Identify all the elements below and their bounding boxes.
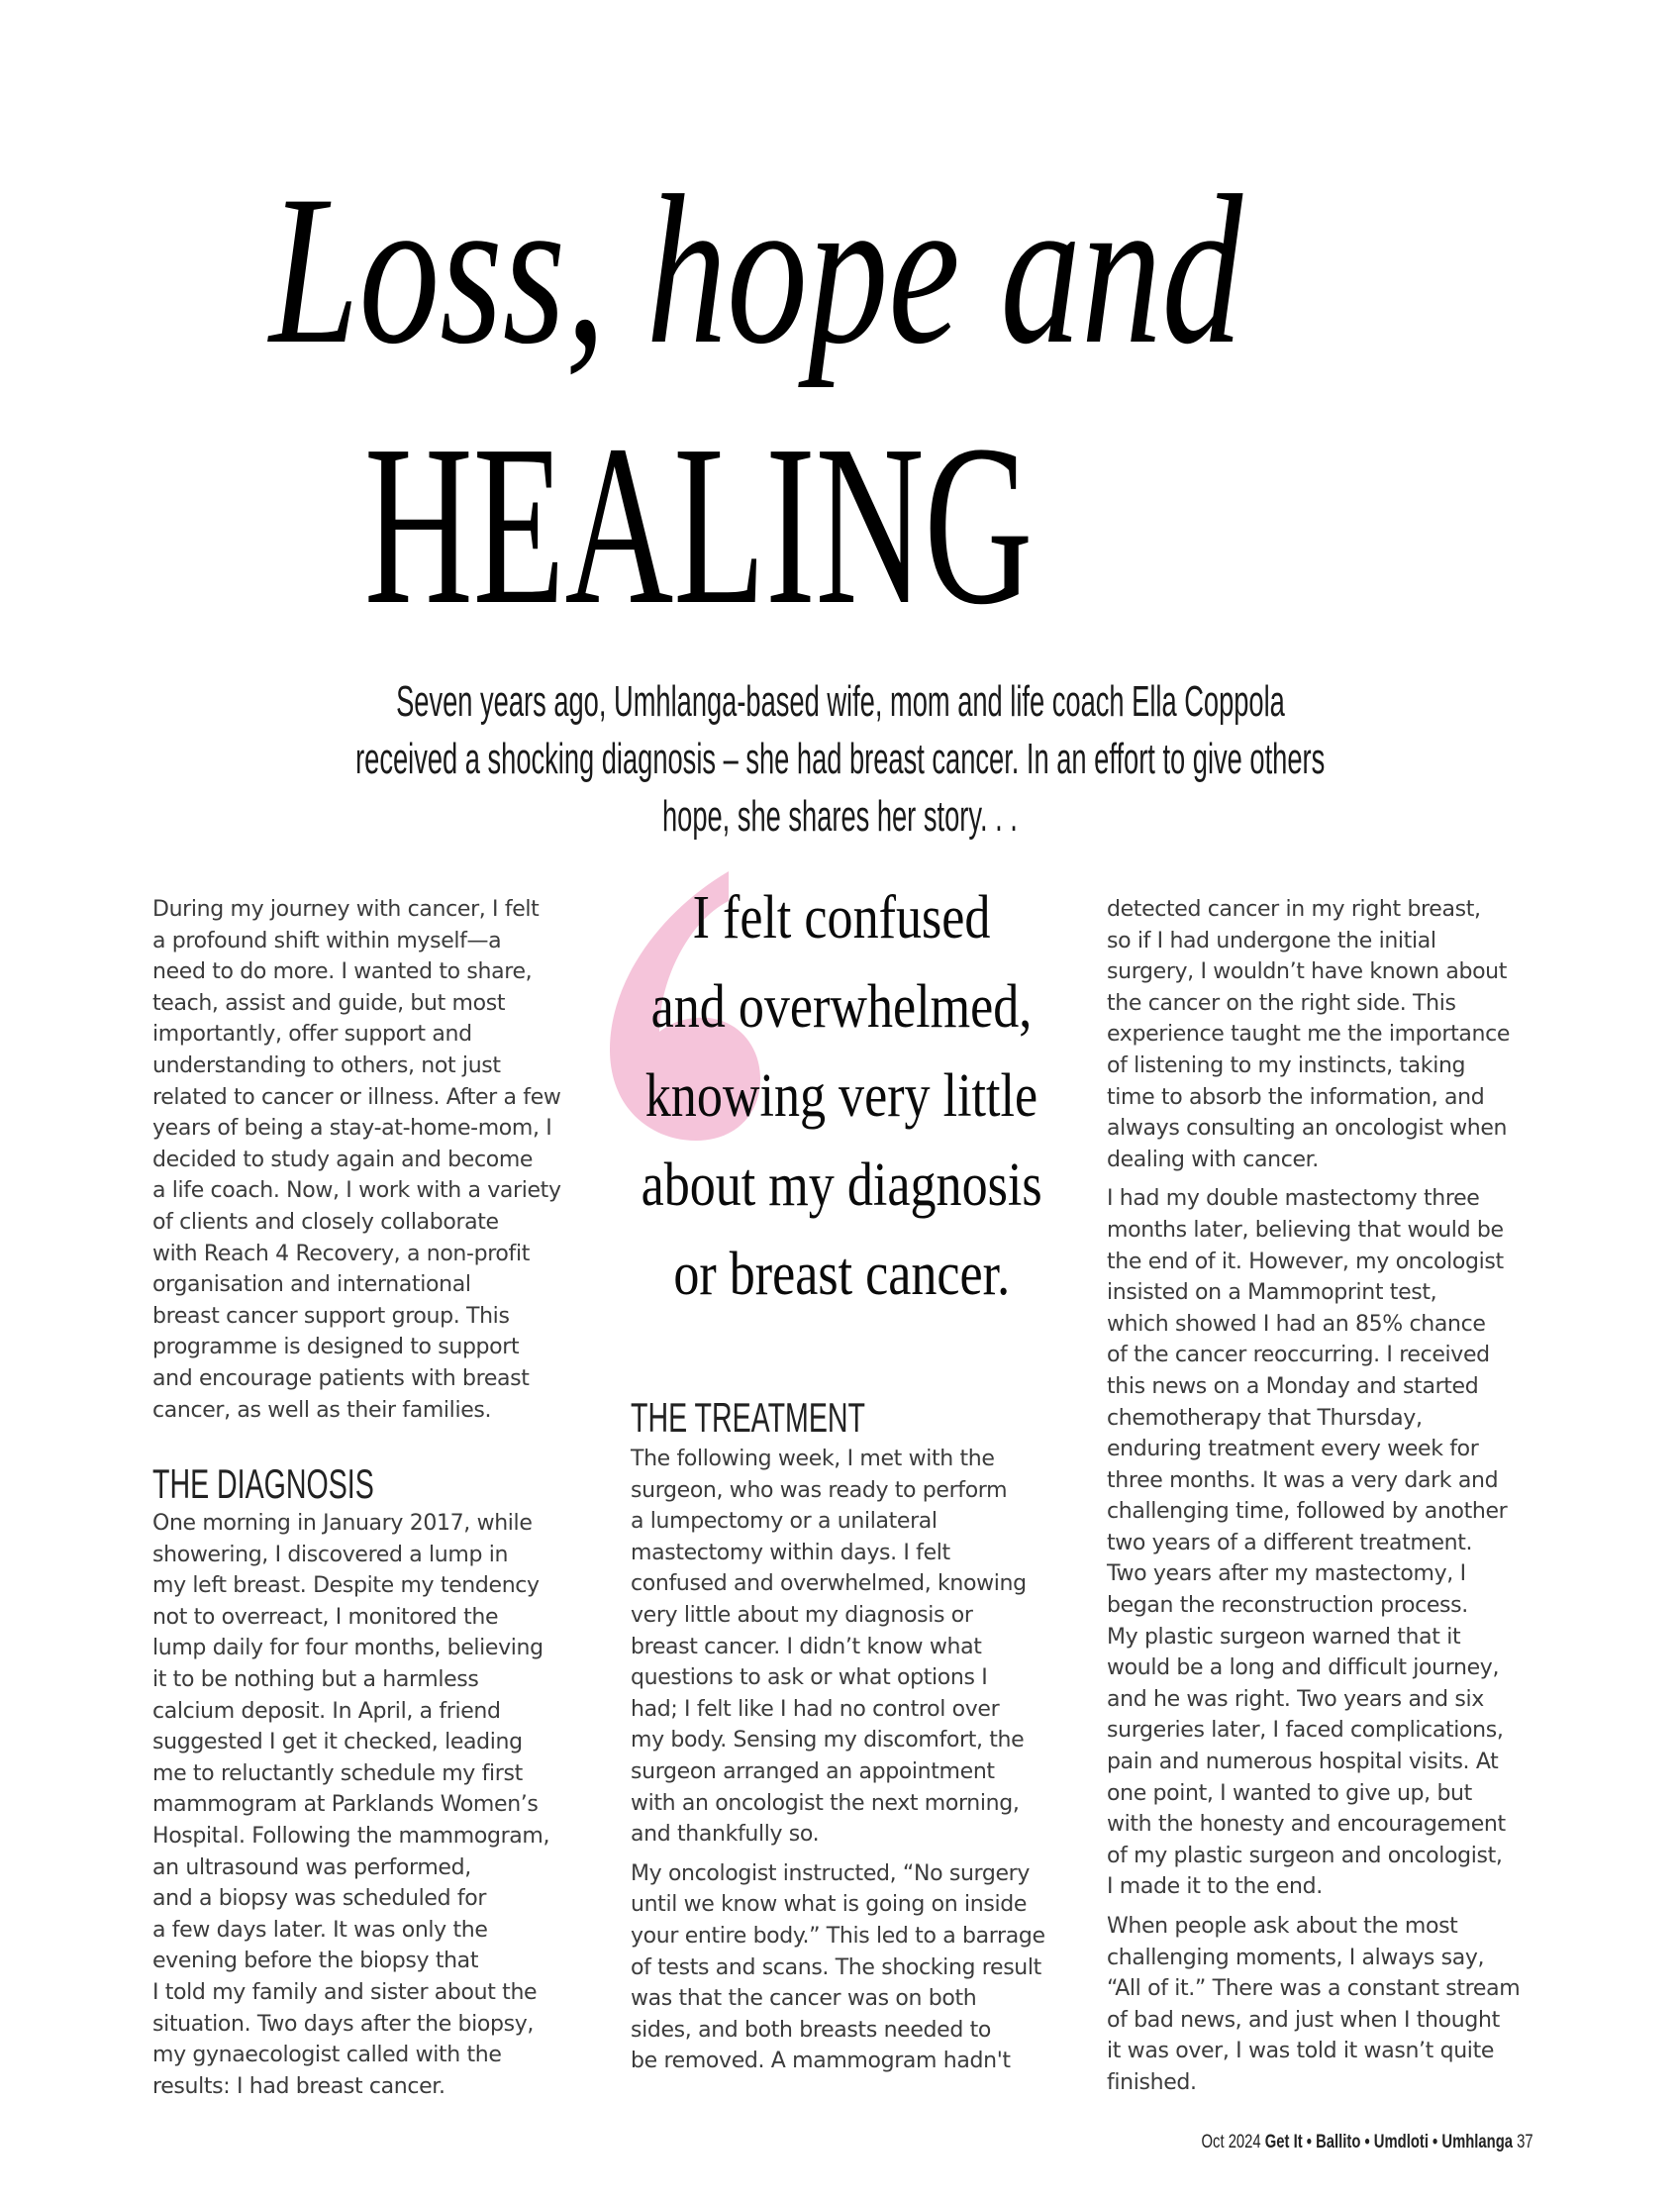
body-line: of the cancer reoccurring. I received (1107, 1343, 1490, 1368)
body-line: of tests and scans. The shocking result (631, 1954, 1041, 1980)
body-line: experience taught me the importance (1107, 1022, 1511, 1048)
body-line: challenging time, followed by another (1107, 1499, 1508, 1525)
body-line: an ultrasound was performed, (152, 1854, 471, 1880)
column-1 (152, 894, 588, 1426)
body-line: with the honesty and encouragement (1107, 1812, 1506, 1838)
column-3 (1107, 894, 1542, 2099)
body-line: questions to ask or what options I (631, 1665, 988, 1691)
column-2 (631, 1444, 1066, 2077)
paragraph (1107, 1911, 1542, 2099)
body-line: The following week, I met with the (631, 1447, 995, 1471)
body-line: dealing with cancer. (1107, 1147, 1319, 1172)
body-line: I had my double mastectomy three (1107, 1186, 1480, 1212)
body-line: surgeries later, I faced complications, (1107, 1718, 1504, 1744)
body-line: a life coach. Now, I work with a variety (152, 1178, 561, 1204)
body-line: teach, assist and guide, but most (152, 990, 506, 1016)
body-line: detected cancer in my right breast, (1107, 897, 1481, 922)
body-line: my body. Sensing my discomfort, the (631, 1728, 1025, 1753)
body-line: it was over, I was told it wasn’t quite (1107, 2039, 1495, 2064)
body-line: one point, I wanted to give up, but (1107, 1780, 1472, 1806)
body-line: my gynaecologist called with the (152, 2043, 502, 2068)
body-line: I told my family and sister about the (152, 1979, 538, 2005)
body-line: When people ask about the most (1107, 1914, 1458, 1939)
body-line: calcium deposit. In April, a friend (152, 1698, 501, 1724)
pull-quote-line: or breast cancer. (673, 1241, 1010, 1308)
body-line: which showed I had an 85% chance (1107, 1311, 1486, 1337)
body-line: sides, and both breasts needed to (631, 2017, 991, 2043)
body-line: would be a long and difficult journey, (1107, 1655, 1500, 1681)
body-line: I made it to the end. (1107, 1874, 1323, 1900)
body-line: surgeon arranged an appointment (631, 1758, 995, 1784)
body-line: and a biopsy was scheduled for (152, 1886, 487, 1912)
body-line: of my plastic surgeon and oncologist, (1107, 1843, 1503, 1868)
body-line: of bad news, and just when I thought (1107, 2007, 1500, 2033)
standfirst-line: hope, she shares her story. . . (662, 792, 1018, 841)
body-line: organisation and international (152, 1272, 471, 1298)
body-line: it to be nothing but a harmless (152, 1666, 479, 1692)
body-line: decided to study again and become (152, 1147, 534, 1172)
body-line: related to cancer or illness. After a few (152, 1084, 561, 1110)
body-line: and he was right. Two years and six (1107, 1686, 1484, 1712)
body-line: evening before the biopsy that (152, 1949, 479, 1974)
body-line: months later, believing that would be (1107, 1217, 1504, 1243)
body-line: insisted on a Mammoprint test, (1107, 1280, 1437, 1306)
body-line: and encourage patients with breast (152, 1365, 530, 1391)
body-line: pain and numerous hospital visits. At (1107, 1750, 1499, 1775)
body-line: importantly, offer support and (152, 1022, 472, 1048)
body-line: “All of it.” There was a constant stream (1107, 1976, 1521, 2002)
body-line: chemotherapy that Thursday, (1107, 1405, 1423, 1431)
body-line: a lumpectomy or a unilateral (631, 1509, 938, 1535)
body-line: so if I had undergone the initial (1107, 928, 1436, 953)
body-line: cancer, as well as their families. (152, 1397, 492, 1423)
body-line: had; I felt like I had no control over (631, 1696, 1000, 1722)
body-line: with Reach 4 Recovery, a non-profit (152, 1241, 530, 1266)
pull-quote (594, 861, 1089, 1317)
body-line: challenging moments, I always say, (1107, 1945, 1485, 1970)
standfirst (0, 673, 1680, 846)
body-line: a few days later. It was only the (152, 1917, 488, 1943)
issue-date: Oct 2024 (1201, 2132, 1262, 2152)
body-line: of listening to my instincts, taking (1107, 1052, 1466, 1078)
body-line: need to do more. I wanted to share, (152, 959, 533, 985)
paragraph (1107, 894, 1542, 1175)
body-line: this news on a Monday and started (1107, 1373, 1479, 1399)
body-line: and thankfully so. (631, 1822, 820, 1848)
body-line: surgeon, who was ready to perform (631, 1477, 1008, 1503)
body-line: not to overreact, I monitored the (152, 1604, 499, 1630)
pull-quote-line: and overwhelmed, (650, 973, 1033, 1041)
body-line: always consulting an oncologist when (1107, 1116, 1508, 1142)
body-line: the cancer on the right side. This (1107, 990, 1456, 1016)
section-heading-diagnosis: THE DIAGNOSIS (152, 1460, 374, 1507)
body-line: My plastic surgeon warned that it (1107, 1624, 1461, 1650)
headline-line-2: HEALING (364, 398, 1034, 652)
body-line: programme is designed to support (152, 1335, 520, 1360)
body-line: My oncologist instructed, “No surgery (631, 1860, 1031, 1886)
body-line: Two years after my mastectomy, I (1107, 1561, 1466, 1587)
body-line: suggested I get it checked, leading (152, 1730, 523, 1755)
body-line: be removed. A mammogram hadn't (631, 2049, 1011, 2074)
body-line: surgery, I wouldn’t have known about (1107, 959, 1508, 985)
paragraph (1107, 1183, 1542, 1903)
body-line: of clients and closely collaborate (152, 1209, 499, 1235)
body-line: my left breast. Despite my tendency (152, 1573, 540, 1599)
body-line: time to absorb the information, and (1107, 1084, 1485, 1110)
publication-name: Get It • Ballito • Umdloti • Umhlanga (1265, 2132, 1514, 2152)
pull-quote-line: knowing very little (644, 1062, 1038, 1130)
body-line: understanding to others, not just (152, 1052, 501, 1078)
standfirst-line: received a shocking diagnosis – she had breast cancer. In an effort to give others (354, 735, 1326, 783)
body-line: mastectomy within days. I felt (631, 1540, 950, 1565)
body-line: with an oncologist the next morning, (631, 1790, 1020, 1816)
pull-quote-line: about my diagnosis (641, 1151, 1042, 1219)
body-line: me to reluctantly schedule my first (152, 1760, 523, 1786)
body-line: showering, I discovered a lump in (152, 1542, 509, 1567)
body-line: Hospital. Following the mammogram, (152, 1823, 550, 1849)
paragraph (631, 1858, 1066, 2077)
paragraph (631, 1444, 1066, 1851)
body-line: until we know what is going on inside (631, 1892, 1028, 1918)
body-line: a profound shift within myself—a (152, 928, 502, 953)
intro-paragraph (152, 894, 588, 1426)
section-heading-treatment: THE TREATMENT (631, 1394, 865, 1441)
body-line: situation. Two days after the biopsy, (152, 2011, 535, 2037)
body-line: During my journey with cancer, I felt (152, 897, 540, 922)
body-line: breast cancer. I didn’t know what (631, 1634, 982, 1659)
body-line: confused and overwhelmed, knowing (631, 1571, 1027, 1597)
body-line: results: I had breast cancer. (152, 2073, 445, 2099)
standfirst-line: Seven years ago, Umhlanga-based wife, mom and life coach Ella Coppola (395, 677, 1285, 726)
body-line: finished. (1107, 2069, 1197, 2095)
body-line: breast cancer support group. This (152, 1303, 510, 1329)
page-number: 37 (1517, 2132, 1533, 2152)
body-line: two years of a different treatment. (1107, 1530, 1473, 1555)
page-footer (1202, 2131, 1533, 2154)
body-line: the end of it. However, my oncologist (1107, 1249, 1504, 1274)
headline-line-1: Loss, hope and (269, 151, 1243, 388)
body-line: very little about my diagnosis or (631, 1602, 973, 1628)
body-line: enduring treatment every week for (1107, 1437, 1479, 1462)
column-1-diagnosis (152, 1508, 588, 2102)
body-line: years of being a stay-at-home-mom, I (152, 1116, 552, 1142)
body-line: three months. It was a very dark and (1107, 1467, 1499, 1493)
body-line: your entire body.” This led to a barrage (631, 1923, 1045, 1949)
body-line: mammogram at Parklands Women’s (152, 1792, 539, 1818)
body-line: lump daily for four months, believing (152, 1636, 544, 1661)
body-line: was that the cancer was on both (631, 1986, 977, 2012)
body-line: began the reconstruction process. (1107, 1593, 1468, 1619)
pull-quote-line: I felt confused (692, 884, 991, 951)
body-line: One morning in January 2017, while (152, 1511, 533, 1536)
